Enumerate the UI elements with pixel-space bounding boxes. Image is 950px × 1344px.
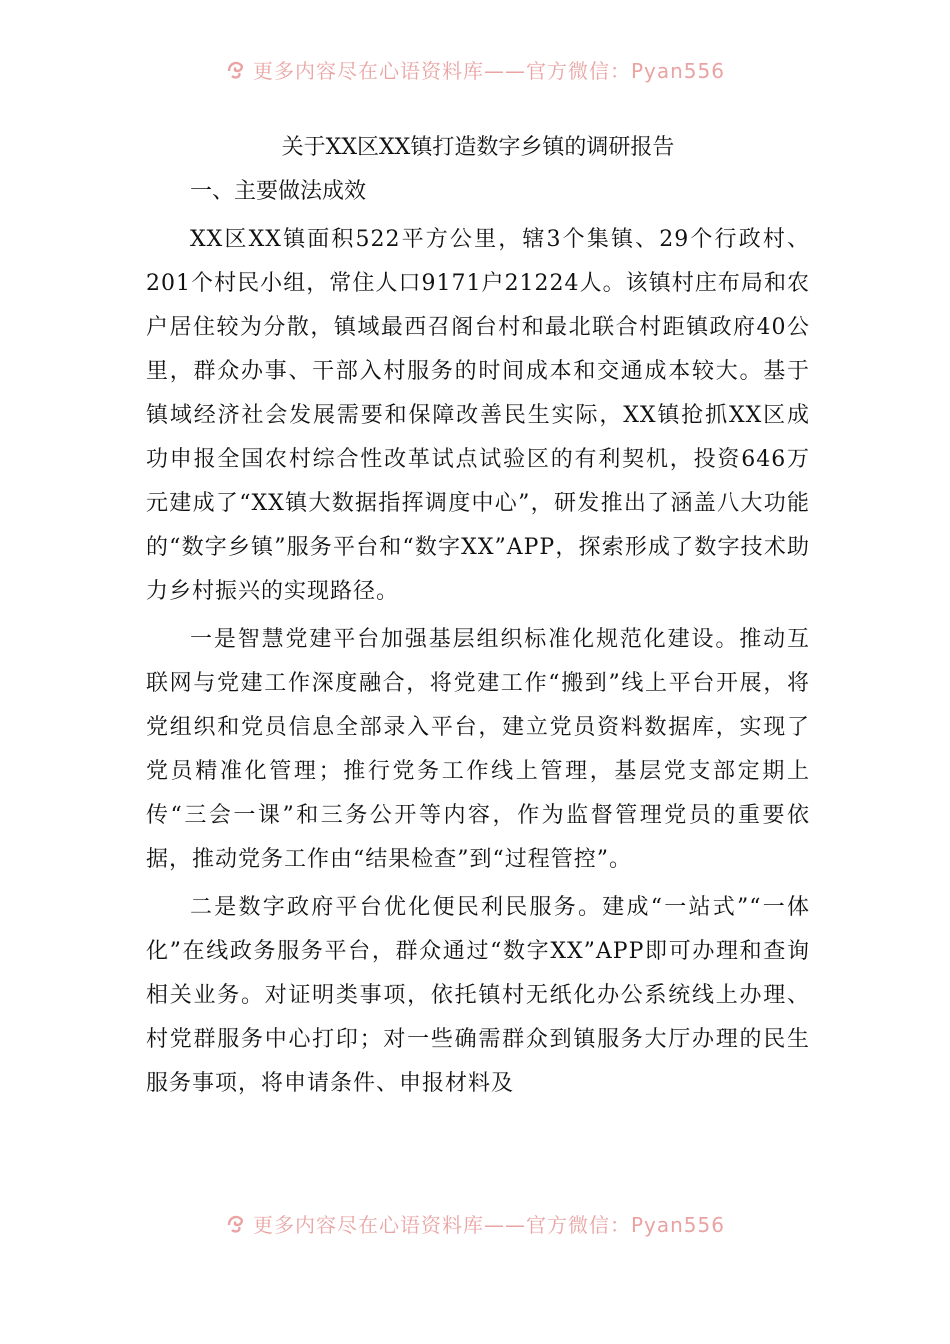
logo-icon [225, 57, 249, 81]
logo-icon [225, 1211, 249, 1235]
paragraph: 一是智慧党建平台加强基层组织标准化规范化建设。推动互联网与党建工作深度融合，将党建工作“搬到”线上平台开展，将党组织和党员信息全部录入平台，建立党员资料数据库，实现了党员精准化管理；推行党务工作线上管理，基层党支部定期上传“三会一课”和三务公开等内容，作为监督管理党员的重要依据，推动党务工作由“结果检查”到“过程管控”。 [146, 627, 810, 872]
document-body [146, 128, 810, 1110]
watermark-text: 更多内容尽在心语资料库——官方微信：Pyan556 [252, 58, 725, 83]
watermark-footer [0, 1208, 950, 1238]
paragraph: XX区XX镇面积522平方公里，辖3个集镇、29个行政村、201个村民小组，常住人口9171户21224人。该镇村庄布局和农户居住较为分散，镇域最西召阁台村和最北联合村距镇政府40公里，群众办事、干部入村服务的时间成本和交通成本较大。基于镇域经济社会发展需要和保障改善民生实际，XX镇抢抓XX区成功申报全国农村综合性改革试点试验区的有利契机，投资646万元建成了“XX镇大数据指挥调度中心”，研发推出了涵盖八大功能的“数字乡镇”服务平台和“数字XX”APP，探索形成了数字技术助力乡村振兴的实现路径。 [146, 227, 810, 604]
section-heading: 一、主要做法成效 [190, 179, 367, 204]
watermark-header [0, 54, 950, 84]
document-title: 关于XX区XX镇打造数字乡镇的调研报告 [281, 135, 675, 160]
watermark-text: 更多内容尽在心语资料库——官方微信：Pyan556 [252, 1212, 725, 1237]
paragraph: 二是数字政府平台优化便民利民服务。建成“一站式”“一体化”在线政务服务平台，群众通过“数字XX”APP即可办理和查询相关业务。对证明类事项，依托镇村无纸化办公系统线上办理、村党群服务中心打印；对一些确需群众到镇服务大厅办理的民生服务事项，将申请条件、申报材料及 [146, 895, 810, 1096]
